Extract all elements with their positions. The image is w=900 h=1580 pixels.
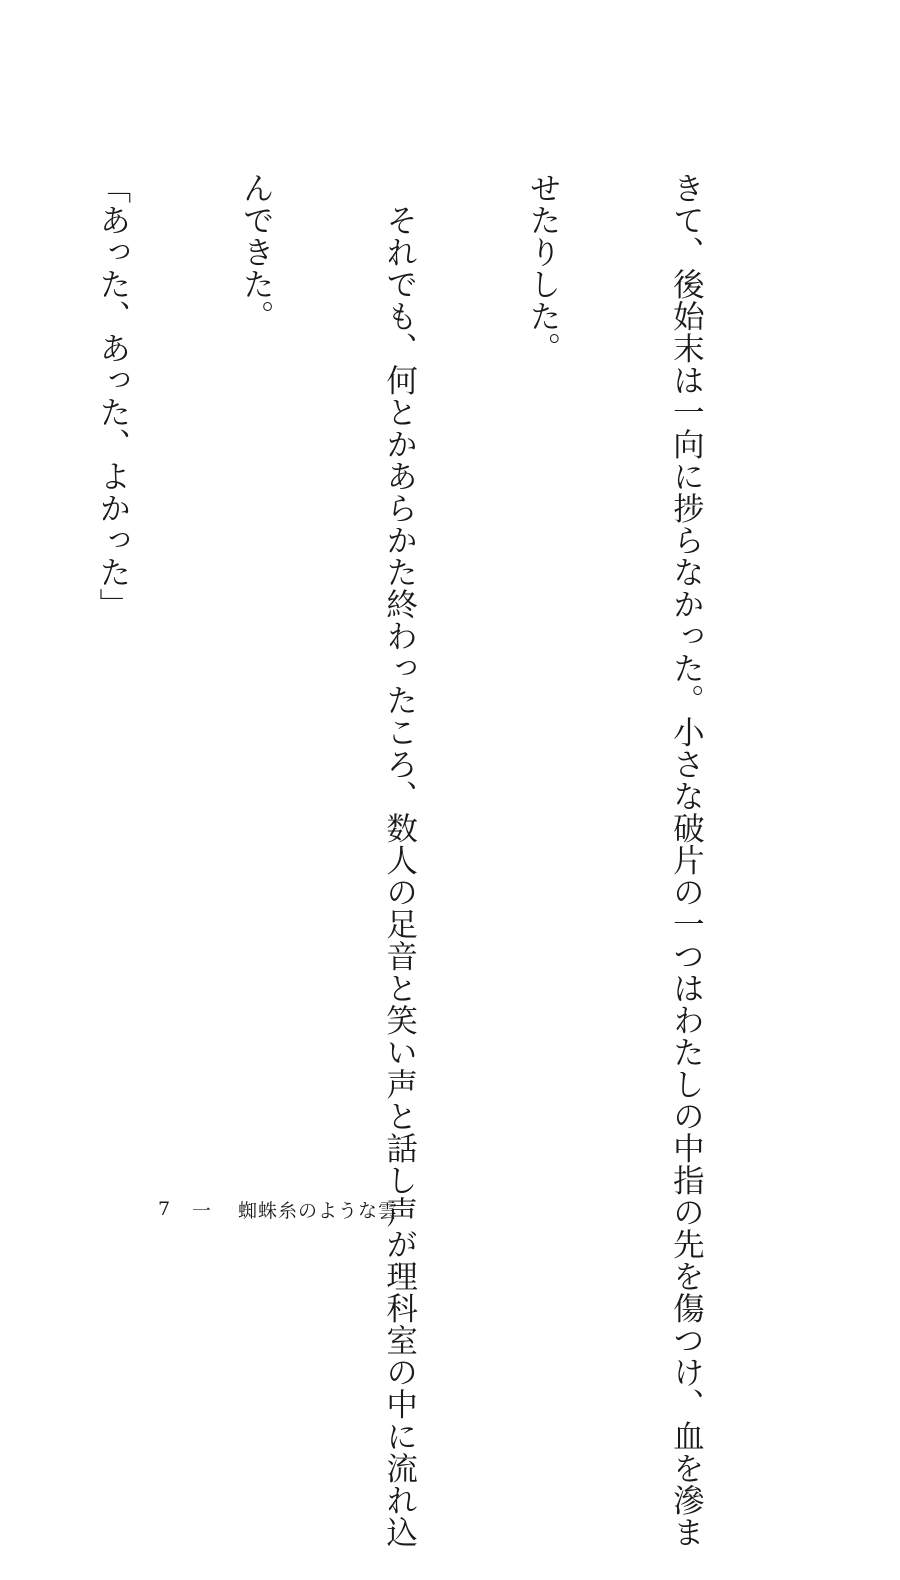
text-line: せたりした。	[525, 172, 562, 364]
text-line: きて、後始末は一向に捗らなかった。小さな破片の一つはわたしの中指の先を傷つけ、血を滲ま	[668, 172, 705, 1548]
text-line: それでも、何とかあらかた終わったころ、数人の足音と笑い声と話し声が理科室の中に流れ込	[381, 172, 418, 1548]
page-footer	[158, 1194, 398, 1224]
text-line: 「あった、あった、よかった」	[94, 172, 131, 620]
chapter-number: 一	[192, 1199, 212, 1222]
text-line: んできた。	[238, 172, 275, 332]
page-number: 7	[158, 1198, 171, 1220]
chapter-title: 蜘蛛糸のような雲	[238, 1199, 399, 1222]
